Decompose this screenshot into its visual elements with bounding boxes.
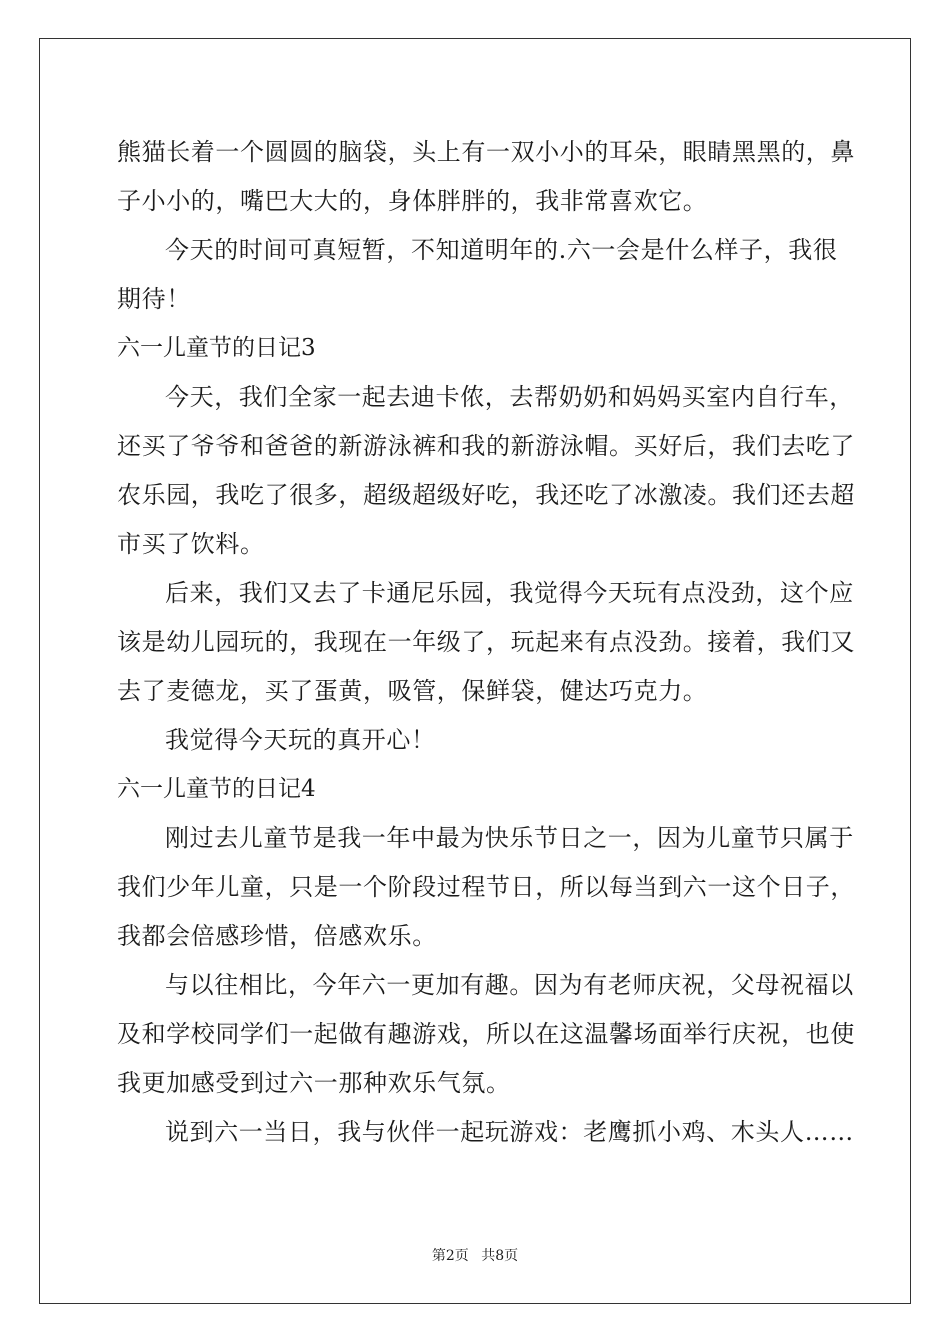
text-line: 我更加感受到过六一那种欢乐气氛。: [117, 1069, 511, 1097]
text-line: 及和学校同学们一起做有趣游戏，所以在这温馨场面举行庆祝，也使: [117, 1020, 855, 1048]
text-line: 期待！: [117, 285, 191, 313]
section-heading: 六一儿童节的日记4: [117, 776, 316, 802]
page-footer: [0, 1245, 950, 1265]
text-line: 今天的时间可真短暂，不知道明年的.六一会是什么样子，我很: [165, 236, 838, 264]
text-line: 我觉得今天玩的真开心！: [165, 726, 436, 754]
text-line: 子小小的，嘴巴大大的，身体胖胖的，我非常喜欢它。: [117, 187, 708, 215]
text-line: 还买了爷爷和爸爸的新游泳裤和我的新游泳帽。买好后，我们去吃了: [117, 432, 855, 460]
page-number: 第2页: [431, 1248, 469, 1264]
page-total: 共8页: [481, 1248, 519, 1264]
section-heading: 六一儿童节的日记3: [117, 335, 316, 361]
text-line: 我都会倍感珍惜，倍感欢乐。: [117, 922, 437, 950]
text-line: 刚过去儿童节是我一年中最为快乐节日之一，因为儿童节只属于: [165, 824, 854, 852]
text-line: 该是幼儿园玩的，我现在一年级了，玩起来有点没劲。接着，我们又: [117, 628, 855, 656]
text-line: 说到六一当日，我与伙伴一起玩游戏：老鹰抓小鸡、木头人……: [165, 1118, 854, 1146]
text-line: 后来，我们又去了卡通尼乐园，我觉得今天玩有点没劲，这个应: [165, 579, 854, 607]
text-line: 市买了饮料。: [117, 530, 265, 558]
text-line: 去了麦德龙，买了蛋黄，吸管，保鲜袋，健达巧克力。: [117, 677, 708, 705]
text-line: 与以往相比，今年六一更加有趣。因为有老师庆祝，父母祝福以: [165, 971, 854, 999]
text-line: 熊猫长着一个圆圆的脑袋，头上有一双小小的耳朵，眼睛黑黑的，鼻: [117, 138, 855, 166]
document-body: [117, 128, 855, 1157]
text-line: 我们少年儿童，只是一个阶段过程节日，所以每当到六一这个日子，: [117, 873, 855, 901]
text-line: 今天，我们全家一起去迪卡侬，去帮奶奶和妈妈买室内自行车，: [165, 383, 854, 411]
text-line: 农乐园，我吃了很多，超级超级好吃，我还吃了冰激凌。我们还去超: [117, 481, 855, 509]
